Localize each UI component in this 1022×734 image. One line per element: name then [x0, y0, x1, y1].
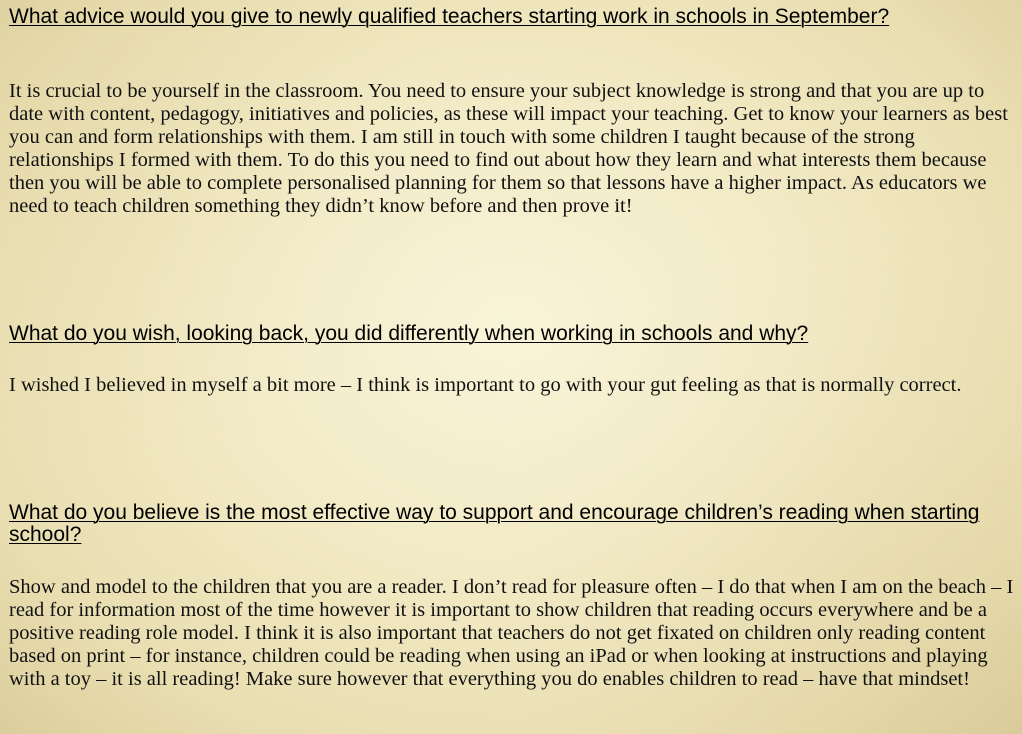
qa-section-advice [9, 5, 1008, 217]
question-heading: What do you believe is the most effective way to support and encourage children’s reading when starting school? [9, 501, 980, 546]
answer-paragraph: It is crucial to be yourself in the classroom. You need to ensure your subject knowledge is strong and that you are up to date with content, pedagogy, initiatives and policies, as these will impact your teaching. Get to know your learners as best you can and form relationships with them. I am still in touch with some children I taught because of the strong relationships I formed with them. To do this you need to find out about how they learn and what interests them because then you will be able to complete personalised planning for them so that lessons have a higher impact. As educators we need to teach children something they didn’t know before and then prove it! [9, 80, 1008, 217]
answer-paragraph: Show and model to the children that you are a reader. I don’t read for pleasure often – I do that when I am on the beach – I read for information most of the time however it is important to show children that reading occurs everywhere and be a positive reading role model. I think it is also important that teachers do not get fixated on children only reading content based on print – for instance, children could be reading when using an iPad or when looking at instructions and playing with a toy – it is all reading! Make sure however that everything you do enables children to read – have that mindset! [9, 576, 1014, 690]
qa-section-looking-back [9, 322, 1004, 396]
answer-paragraph: I wished I believed in myself a bit more – I think is important to go with your gut feeling as that is normally correct. [9, 374, 962, 396]
qa-section-reading [9, 501, 1014, 690]
question-heading: What do you wish, looking back, you did differently when working in schools and why? [9, 322, 809, 345]
question-heading: What advice would you give to newly qualified teachers starting work in schools in September? [9, 5, 890, 28]
